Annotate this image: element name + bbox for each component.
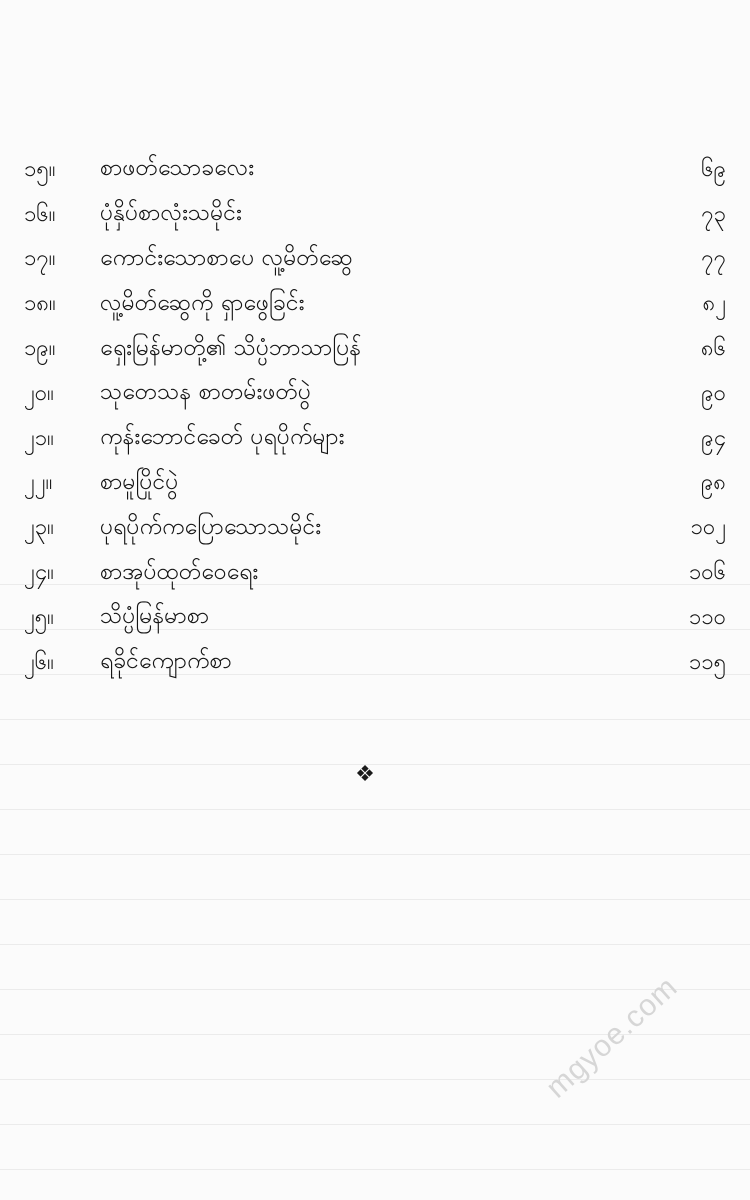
chapter-number: ၂၂။ [24, 470, 53, 496]
page-number: ၉၄ [701, 425, 726, 451]
page-number: ၁၀၂ [690, 515, 726, 541]
chapter-title: လူ့မိတ်ဆွေကို ရှာဖွေခြင်း [100, 289, 305, 316]
chapter-number: ၂၃။ [24, 515, 54, 541]
chapter-number: ၂၁။ [24, 425, 54, 451]
chapter-title: ရခိုင်ကျောက်စာ [100, 648, 232, 675]
toc-entry [0, 327, 750, 372]
chapter-number: ၁၅။ [24, 156, 56, 182]
toc-entry [0, 148, 750, 193]
chapter-number: ၂၅။ [24, 604, 54, 630]
watermark: mgyoe.com [540, 970, 685, 1105]
section-end-ornament: ❖ [355, 762, 375, 787]
page-number: ၈၆ [701, 336, 726, 362]
chapter-number: ၂၄။ [24, 560, 54, 586]
page-number: ၁၁၀ [688, 604, 726, 630]
toc-entry [0, 193, 750, 238]
toc-entry [0, 596, 750, 641]
chapter-title: ရှေးမြန်မာတို့၏ သိပ္ပံဘာသာပြန် [100, 334, 362, 361]
page-number: ၆၉ [701, 156, 726, 182]
page-number: ၉၀ [701, 380, 726, 406]
toc-entry [0, 506, 750, 551]
toc-entry [0, 238, 750, 283]
chapter-title: ပုရပိုက်ကပြောသောသမိုင်း [100, 513, 322, 540]
page-number: ၇၇ [701, 246, 726, 272]
chapter-title: ကုန်းဘောင်ခေတ် ပုရပိုက်များ [100, 424, 345, 451]
chapter-number: ၁၉။ [24, 336, 56, 362]
page-number: ၁၁၅ [688, 649, 726, 675]
chapter-title: စာအုပ်ထုတ်ဝေရေး [100, 558, 259, 585]
page-number: ၇၃ [701, 201, 726, 227]
toc-entry [0, 641, 750, 686]
chapter-number: ၁၆။ [24, 201, 56, 227]
chapter-number: ၂၆။ [24, 649, 54, 675]
page-number: ၈၂ [702, 291, 726, 317]
chapter-title: ကောင်းသောစာပေ လူ့မိတ်ဆွေ [100, 244, 353, 271]
page-number: ၁၀၆ [688, 560, 726, 586]
chapter-title: စာဖတ်သောခလေး [100, 155, 255, 182]
toc-entry [0, 551, 750, 596]
page-number: ၉၈ [701, 470, 726, 496]
toc-entry [0, 372, 750, 417]
toc-entry [0, 417, 750, 462]
chapter-title: ပုံနှိပ်စာလုံးသမိုင်း [100, 200, 242, 227]
table-of-contents [0, 148, 750, 686]
chapter-title: သိပ္ပံမြန်မာစာ [100, 603, 210, 630]
chapter-number: ၁၇။ [24, 246, 56, 272]
chapter-number: ၁၈။ [24, 291, 56, 317]
toc-entry [0, 462, 750, 507]
chapter-title: သုတေသန စာတမ်းဖတ်ပွဲ [100, 379, 311, 406]
chapter-number: ၂၀။ [24, 380, 54, 406]
chapter-title: စာမူပြိုင်ပွဲ [100, 468, 179, 495]
toc-entry [0, 282, 750, 327]
